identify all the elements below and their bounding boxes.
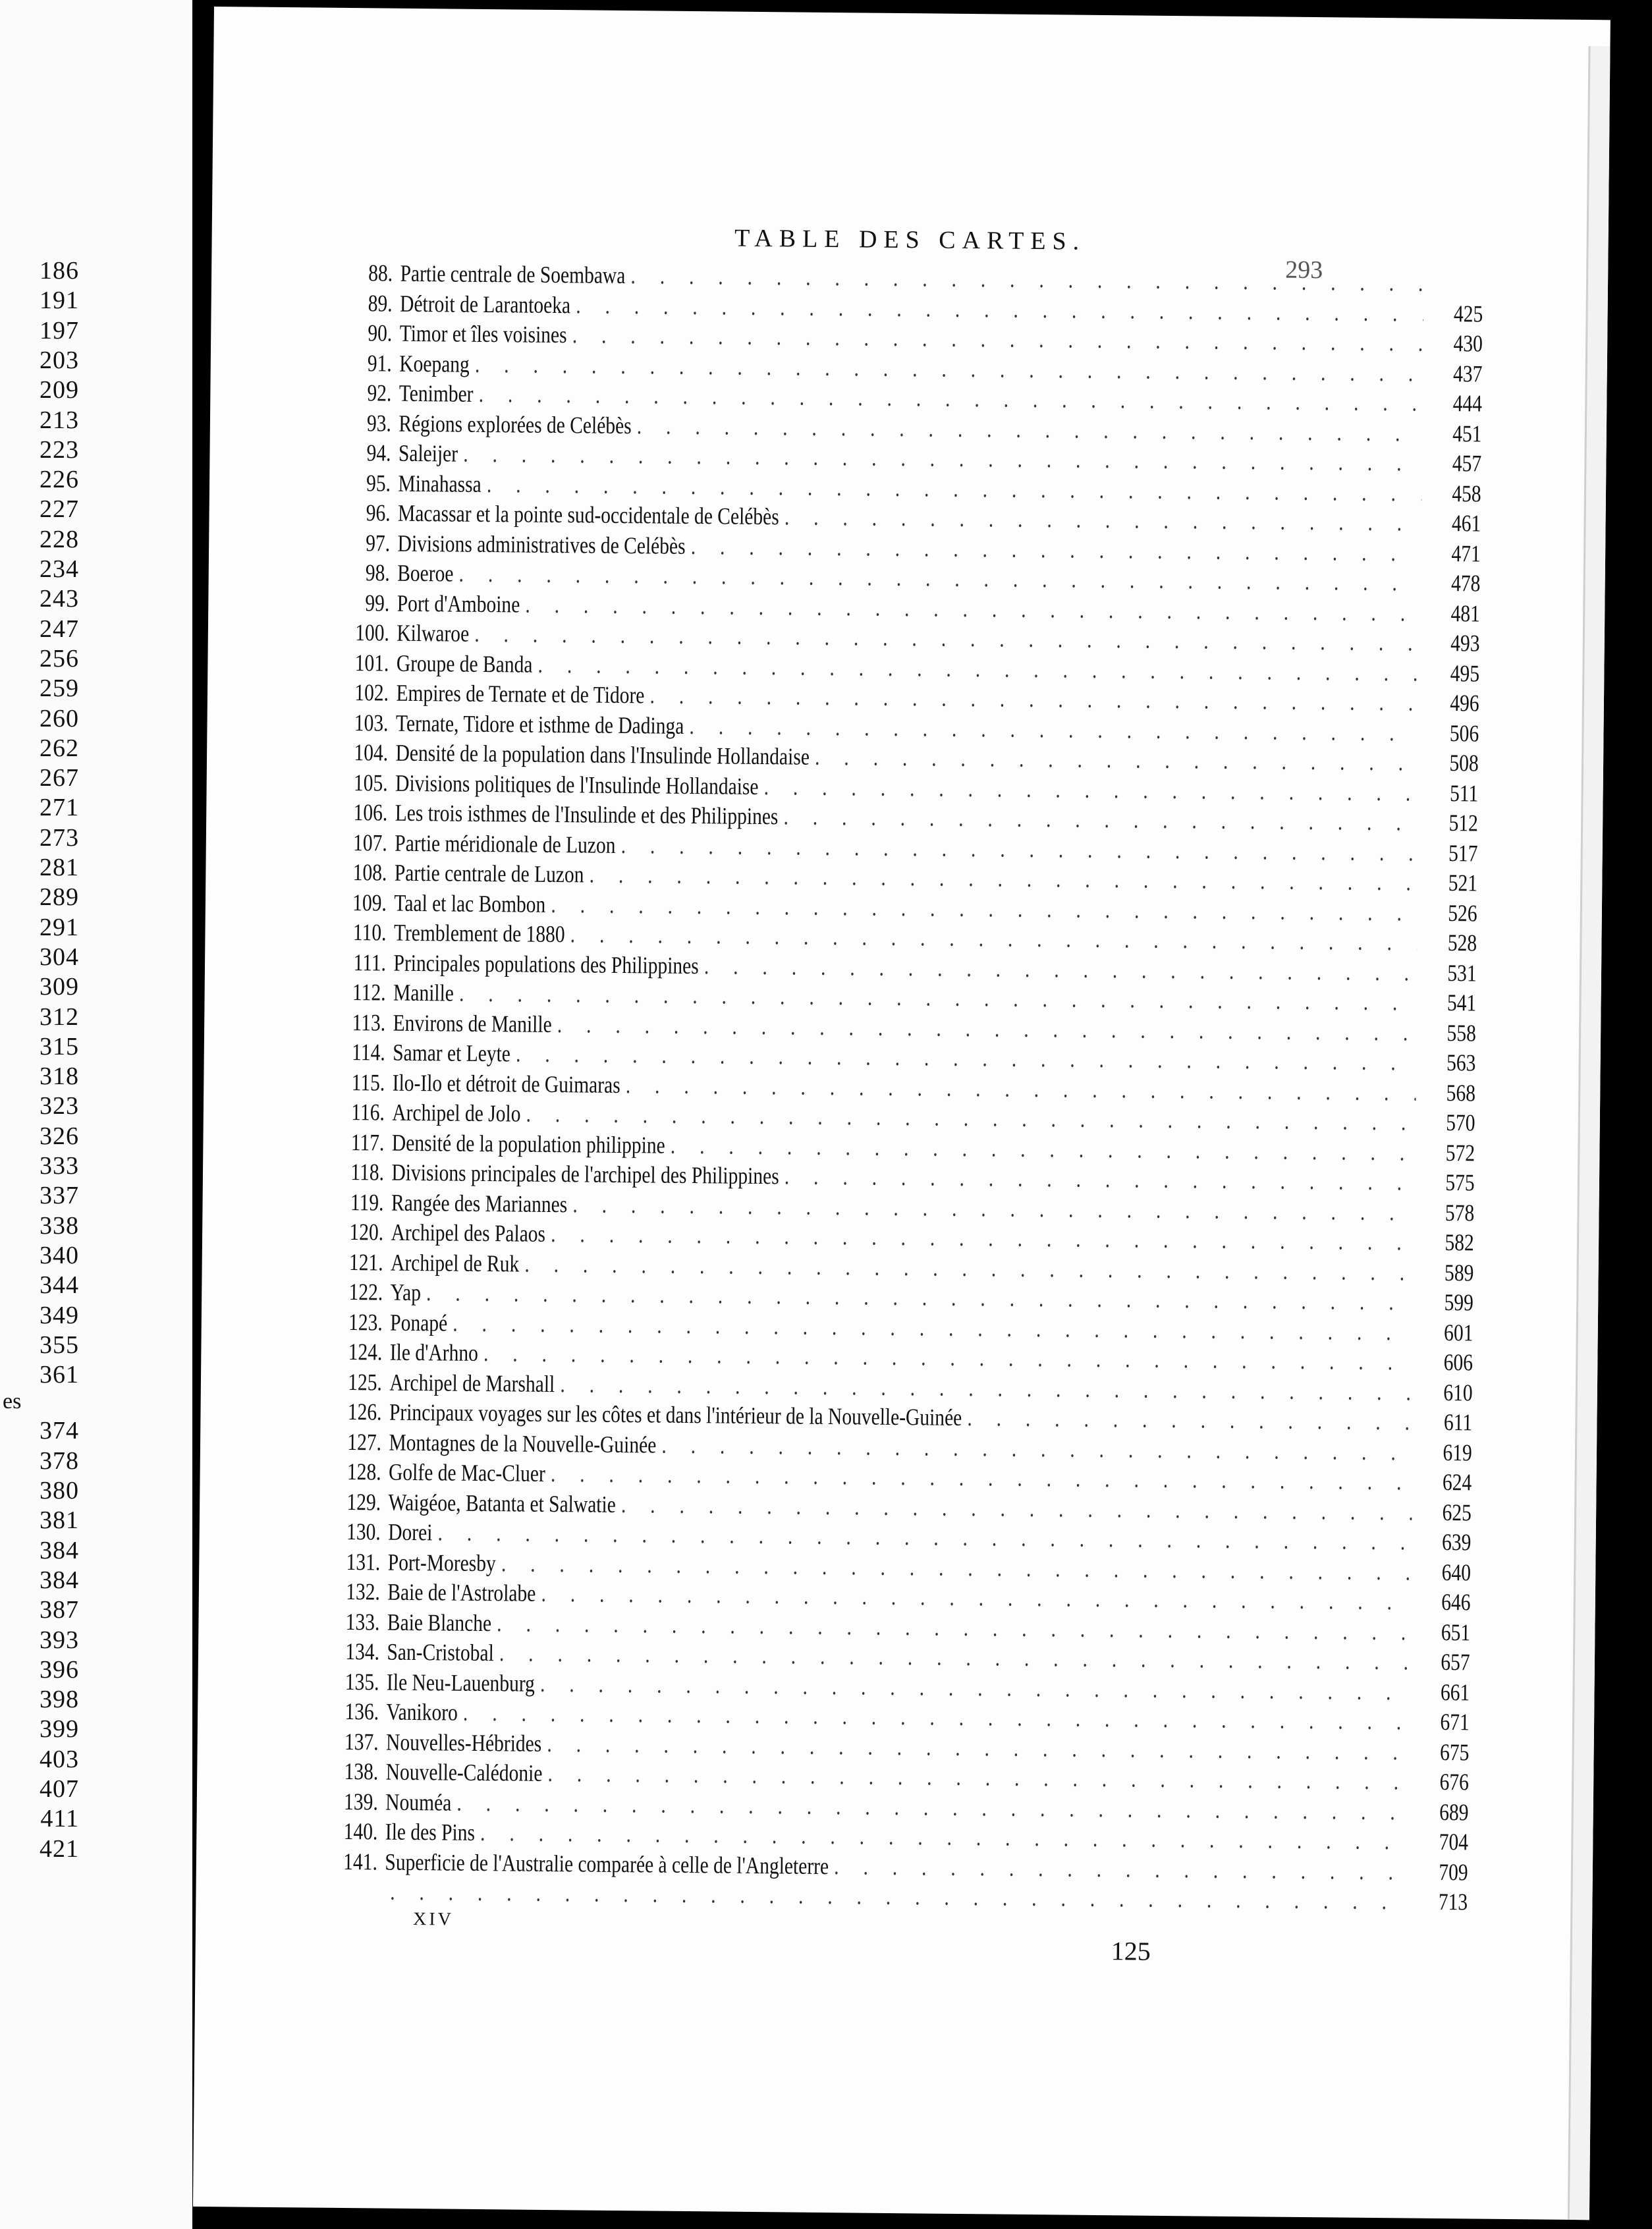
left-page-number: 384 [40,1566,79,1594]
left-page-number: 209 [40,376,79,404]
entry-number: 117. [350,1128,385,1156]
entry-number: 112. [352,979,386,1006]
entry-number: 108. [352,859,387,886]
left-page-number: 326 [40,1122,79,1150]
entry-number: 122. [348,1279,383,1306]
left-page-number: 374 [40,1417,79,1445]
entry-title: Densité de la population philippine [391,1129,665,1159]
entry-page: 437 [1452,360,1483,387]
entry-number: 103. [354,709,389,736]
left-page-number: 256 [40,644,79,673]
entry-page: 575 [1445,1169,1475,1196]
entry-page: 646 [1441,1588,1471,1616]
entry-number: 128. [346,1458,381,1485]
page-edge [1568,46,1611,2220]
entry-number: 94. [366,439,391,466]
entry-page: 639 [1441,1529,1472,1556]
entry-title: Ile d'Arhno [389,1338,479,1366]
entry-number: 96. [366,499,391,526]
left-page-number: 411 [40,1805,79,1833]
entry-page: 570 [1446,1109,1475,1136]
left-page-number: 349 [40,1301,79,1329]
left-page-number: 396 [40,1655,79,1684]
left-page-number: 399 [40,1715,79,1744]
entry-page: 458 [1452,480,1481,507]
entry-number: 138. [344,1758,379,1785]
entry-title: Saleijer [398,439,458,467]
entry-number: 95. [366,469,391,497]
entry-page: 640 [1441,1558,1472,1585]
entry-number: 120. [349,1219,384,1246]
entry-page: 521 [1448,869,1478,896]
left-page-stray-text: es [3,1389,22,1414]
entry-title: Taal et lac Bombon [394,889,546,918]
entry-number: 106. [353,799,388,826]
left-page-number: 226 [40,466,79,494]
entry-page: 599 [1444,1289,1474,1316]
entry-page: 675 [1439,1738,1470,1765]
footer-number: 125 [1111,1936,1151,1966]
left-page-number: 355 [40,1331,79,1359]
entry-page: 496 [1450,690,1479,717]
left-page-number: 259 [40,674,79,703]
entry-title: Archipel de Jolo [392,1099,521,1127]
entry-page: 689 [1439,1798,1469,1825]
entry-title: Partie méridionale de Luzon [395,829,616,858]
entry-number [308,1877,385,1908]
entry-title: Divisions administratives de Celébès [397,530,686,559]
left-page-number: 340 [40,1241,79,1269]
entry-number: 110. [352,919,387,946]
entry-page: 506 [1449,719,1479,746]
left-page-fragment [0,0,192,2229]
entry-page: 704 [1439,1828,1469,1856]
entry-title: Dorei [388,1518,433,1546]
entry-title: Environs de Manille [393,1009,552,1037]
entry-number: 119. [350,1188,384,1216]
entry-number: 136. [344,1698,379,1725]
left-page-number: 227 [40,495,79,524]
left-page-number: 203 [40,346,79,374]
entry-title: Manille [393,979,454,1006]
left-page-number: 337 [40,1182,79,1210]
left-page-number: 234 [40,555,79,583]
entry-page: 651 [1441,1618,1471,1645]
entry-number: 89. [368,289,393,317]
left-page-number: 403 [40,1745,79,1773]
entry-number: 113. [352,1008,386,1036]
entry-page: 568 [1446,1079,1476,1106]
entry-title: Archipel des Palaos [391,1219,546,1247]
entry-title: Ilo-Ilo et détroit de Guimaras [392,1069,620,1098]
entry-page: 526 [1448,899,1477,926]
left-page-number: 323 [40,1092,79,1120]
entry-number: 139. [343,1788,379,1815]
entry-page [1423,269,1483,299]
entry-title: Tremblement de 1880 [393,919,565,948]
entry-page: 661 [1440,1678,1470,1705]
entry-title: Ternate, Tidore et isthme de Dadinga [395,709,684,739]
left-page-number: 271 [40,794,79,822]
dot-leader [962,1403,1413,1437]
entry-number: 107. [352,829,387,856]
entry-number: 104. [354,739,389,766]
entry-title: Yap [390,1279,422,1306]
entry-title: Ponapé [390,1309,448,1336]
left-page-number: 387 [40,1596,79,1624]
entry-number: 131. [346,1548,381,1576]
left-page-number: 393 [40,1626,79,1654]
entry-number: 130. [346,1518,381,1545]
entry-page: 625 [1442,1499,1472,1526]
entry-page: 619 [1443,1439,1472,1466]
entry-title: Partie centrale de Luzon [394,859,584,888]
entry-title: Koepang [399,350,470,377]
entry-page: 713 [1438,1888,1468,1915]
entry-title: Port-Moresby [387,1549,496,1576]
left-page-number: 262 [40,734,79,762]
entry-title: Principales populations des Philippines [393,949,699,979]
entry-page: 444 [1452,390,1483,417]
entry-page: 495 [1450,659,1480,686]
entry-title: Divisions principales de l'archipel des Philippines [391,1159,779,1190]
entry-page: 541 [1446,989,1477,1016]
left-page-number: 228 [40,525,79,553]
entry-title: Superficie de l'Australie comparée à celle de l'Angleterre [385,1848,829,1879]
entry-title: Nouvelle-Calédonie [385,1758,543,1786]
left-page-number: 223 [40,435,79,464]
entry-number: 126. [347,1398,382,1425]
entry-page: 671 [1440,1708,1470,1736]
entry-title: Partie centrale de Soembawa [400,260,626,289]
entry-title: Boeroe [397,559,454,587]
entry-number: 116. [351,1099,385,1126]
entry-title: Kilwaroe [397,619,470,647]
entry-page: 563 [1446,1049,1476,1076]
entry-number: 91. [367,349,392,377]
left-page-number: 318 [40,1062,79,1091]
entry-number: 140. [343,1818,378,1845]
entry-page: 589 [1444,1259,1474,1286]
entry-title: Régions explorées de Celébès [399,410,632,439]
entry-number: 98. [365,559,390,586]
entry-page: 457 [1452,450,1482,477]
left-page-number: 344 [40,1271,79,1300]
entry-number: 123. [348,1308,383,1336]
left-page-number: 260 [40,704,79,732]
left-page-number: 213 [40,406,79,434]
entry-title: Rangée des Mariannes [391,1189,568,1217]
entry-title: Port d'Amboine [397,590,520,617]
entry-number: 97. [366,529,391,557]
entry-title: Ile des Pins [385,1818,476,1846]
left-page-number: 381 [40,1506,79,1535]
left-page-number: 267 [40,764,79,792]
corner-page-number: 293 [1285,256,1323,285]
left-page-number: 273 [40,823,79,852]
entry-page: 582 [1445,1229,1474,1256]
entry-number: 137. [344,1728,379,1755]
left-page-number: 197 [40,316,79,344]
entry-title: San-Cristobal [387,1638,495,1666]
entry-number: 111. [353,949,387,976]
entry-number: 125. [348,1368,383,1396]
entry-number: 109. [352,889,387,916]
entry-number: 135. [344,1668,379,1695]
table-of-maps [308,258,1483,1917]
entry-number: 124. [348,1338,383,1365]
entry-title: Golfe de Mac-Cluer [388,1458,545,1487]
entry-title: Principaux voyages sur les côtes et dans l'intérieur de la Nouvelle-Guinée [389,1398,962,1431]
left-page-number: 378 [40,1446,79,1475]
entry-page: 430 [1453,330,1483,357]
entry-title: Divisions politiques de l'Insulinde Hollandaise [395,769,759,800]
entry-number: 121. [348,1248,383,1276]
entry-title: Macassar et la pointe sud-occidentale de Celébès [397,499,779,530]
entry-number: 100. [354,619,390,646]
entry-number: 101. [354,649,389,676]
entry-page: 478 [1450,570,1481,597]
left-page-number: 407 [40,1775,79,1803]
entry-page: 611 [1443,1409,1473,1436]
entry-number: 105. [353,769,388,796]
entry-page: 558 [1446,1019,1477,1046]
left-page-number: 333 [40,1152,79,1180]
left-page-number: 291 [40,913,79,941]
entry-title: Ile Neu-Lauenburg [386,1668,536,1697]
book-page [193,7,1611,2220]
entry-number: 114. [351,1039,385,1066]
entry-title: Samar et Leyte [393,1039,511,1067]
entry-page: 610 [1443,1379,1473,1406]
entry-title: Baie Blanche [387,1609,492,1636]
entry-page: 508 [1449,750,1479,777]
entry-number: 93. [366,409,392,437]
signature-mark: XIV [412,1909,454,1930]
entry-number: 92. [367,379,392,406]
entry-page: 451 [1452,420,1482,447]
entry-title: Vanikoro [386,1698,458,1726]
entry-title: Waigéoe, Batanta et Salwatie [388,1489,617,1518]
entry-number: 115. [351,1068,385,1096]
left-page-number: 243 [40,585,79,613]
left-page-number: 315 [40,1032,79,1060]
entry-page: 657 [1441,1648,1470,1676]
entry-number: 99. [365,589,390,617]
entry-title: Tenimber [399,379,474,407]
entry-page: 531 [1447,959,1477,986]
left-page-number: 191 [40,287,79,315]
entry-page: 606 [1443,1349,1473,1376]
entry-number: 133. [345,1608,380,1636]
entry-page: 461 [1451,510,1481,537]
entry-title: Densité de la population dans l'Insulinde Hollandaise [395,739,810,770]
entry-number: 127. [347,1428,382,1456]
left-page-number: 312 [40,1003,79,1031]
left-page-number: 281 [40,854,79,881]
entry-page: 601 [1443,1319,1473,1346]
entry-title: Timor et îles voisines [399,319,567,348]
entry-page: 676 [1439,1768,1470,1796]
left-page-number: 421 [40,1834,79,1863]
entry-title: Les trois isthmes de l'Insulinde et des Philippines [395,799,779,830]
entry-title: Archipel de Ruk [390,1249,520,1277]
entry-number: 88. [368,260,393,287]
entry-page: 572 [1445,1139,1475,1166]
entry-number: 90. [368,319,393,346]
entry-page: 512 [1448,810,1479,837]
entry-title: Nouvelles-Hébrides [385,1728,542,1757]
left-page-number: 304 [40,943,79,971]
entry-page: 517 [1448,839,1478,866]
entry-title: Groupe de Banda [396,649,533,678]
left-page-number: 398 [40,1686,79,1714]
page-header: TABLE DES CARTES. [734,224,1086,256]
entry-title: Baie de l'Astrolabe [387,1578,536,1607]
entry-number: 134. [345,1638,380,1665]
left-page-number: 384 [40,1536,79,1564]
entry-number: 141. [343,1848,378,1875]
left-page-number: 380 [40,1477,79,1504]
left-page-number: 361 [40,1361,79,1389]
entry-page: 624 [1442,1469,1472,1496]
entry-page: 709 [1439,1858,1468,1885]
entry-title: Montagnes de la Nouvelle-Guinée [389,1429,657,1458]
entry-title: Détroit de Larantoeka [399,290,571,318]
entry-title: Empires de Ternate et de Tidore [396,679,645,709]
entry-page: 511 [1449,779,1479,806]
entry-page: 471 [1451,539,1481,566]
left-page-number: 186 [40,257,79,285]
entry-page: 528 [1447,929,1477,956]
entry-page: 425 [1453,300,1483,327]
left-page-number: 289 [40,883,79,912]
entry-title: Archipel de Marshall [389,1369,555,1397]
entry-title: Minahassa [398,470,482,497]
entry-number: 118. [350,1159,385,1186]
left-page-number: 338 [40,1211,79,1240]
entry-title: Nouméa [385,1788,452,1816]
entry-page: 578 [1445,1199,1475,1226]
entry-number: 102. [354,679,389,706]
entry-number: 129. [346,1488,381,1516]
entry-number: 132. [346,1578,381,1605]
entry-page: 493 [1450,630,1480,657]
entry-page: 481 [1450,599,1481,626]
left-page-number: 309 [40,973,79,1001]
left-page-number: 247 [40,615,79,643]
